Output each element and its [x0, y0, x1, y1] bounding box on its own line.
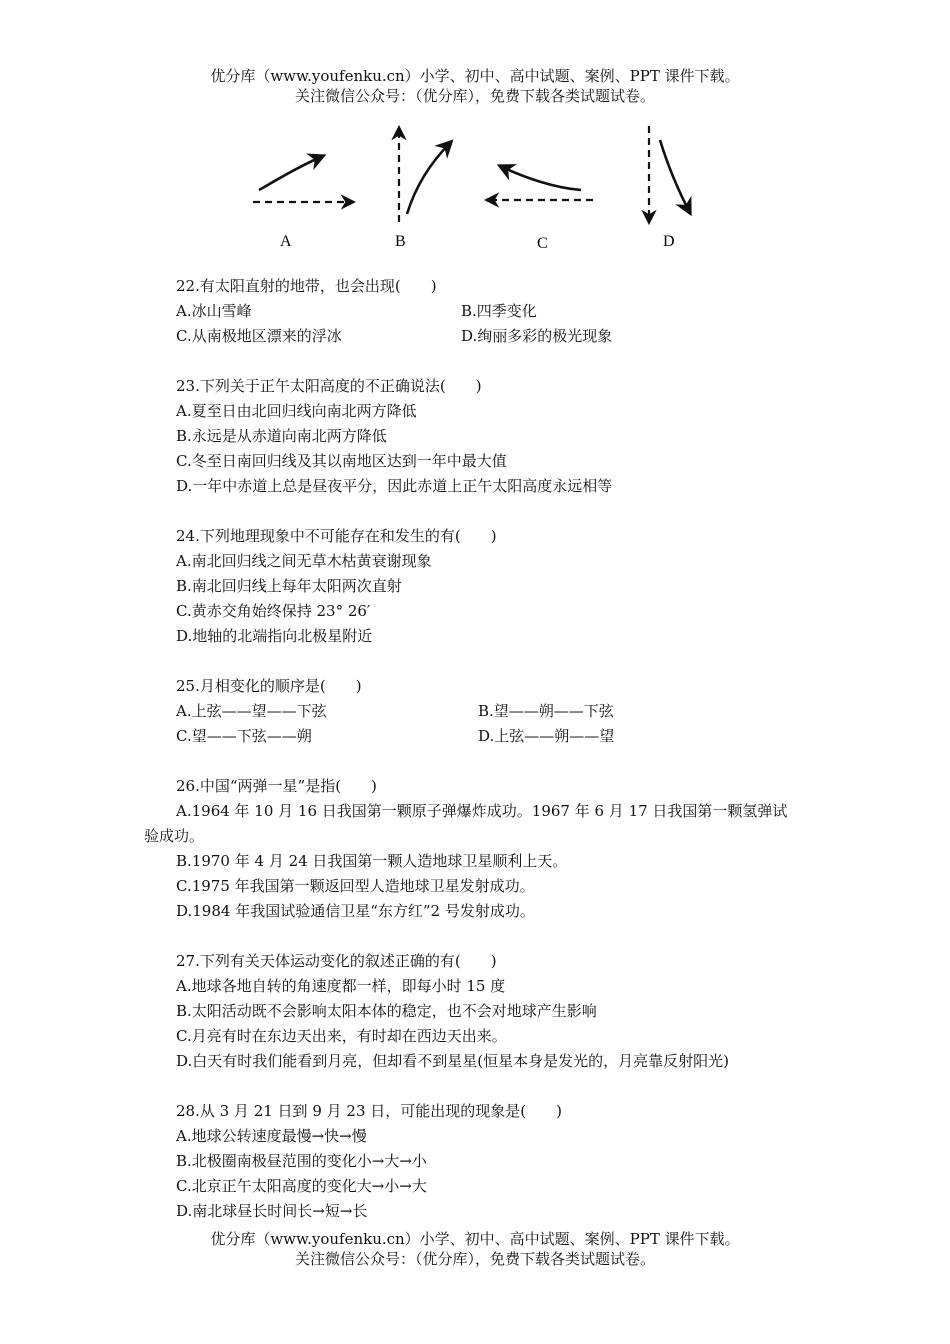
arrow-group-b [395, 128, 451, 250]
question-stem: 28.从 3 月 21 日到 9 月 23 日，可能出现的现象是( ) [176, 1102, 562, 1120]
option-c: C.1975 年我国第一颗返回型人造地球卫星发射成功。 [176, 877, 535, 895]
arrow-group-c [487, 166, 593, 252]
arrow-group-a [253, 156, 353, 250]
page-footer [0, 1229, 950, 1269]
question-26 [144, 774, 836, 924]
option-b: B.四季变化 [461, 302, 537, 320]
question-stem: 26.中国“两弹一星”是指( ) [176, 777, 377, 795]
arrow-c-curved [500, 166, 581, 190]
option-a: A.地球公转速度最慢→快→慢 [176, 1127, 367, 1145]
option-a: A.1964 年 10 月 16 日我国第一颗原子弹爆炸成功。1967 年 6 月 17 日我国第一颗氢弹试 [176, 802, 788, 820]
footer-line-1: 优分库（www.youfenku.cn）小学、初中、高中试题、案例、PPT 课件下载。 [210, 1230, 740, 1248]
option-d: D.1984 年我国试验通信卫星“东方红”2 号发射成功。 [176, 902, 535, 920]
option-d: D.白天有时我们能看到月亮，但却看不到星星(恒星本身是发光的，月亮靠反射阳光) [176, 1052, 729, 1070]
option-d: D.上弦——朔——望 [478, 727, 615, 745]
option-b: B.北极圈南极昼范围的变化小→大→小 [176, 1152, 427, 1170]
option-b: B.太阳活动既不会影响太阳本体的稳定，也不会对地球产生影响 [176, 1002, 597, 1020]
question-25 [176, 674, 836, 749]
option-b: B.永远是从赤道向南北两方降低 [176, 427, 387, 445]
option-a: A.夏至日由北回归线向南北两方降低 [176, 402, 417, 420]
question-27 [176, 949, 836, 1074]
page-header [0, 66, 950, 106]
question-stem: 24.下列地理现象中不可能存在和发生的有( ) [176, 527, 497, 545]
option-d: D.地轴的北端指向北极星附近 [176, 627, 373, 645]
option-b: B.1970 年 4 月 24 日我国第一颗人造地球卫星顺利上天。 [176, 852, 568, 870]
option-c: C.北京正午太阳高度的变化大→小→大 [176, 1177, 427, 1195]
option-c: C.从南极地区漂来的浮冰 [176, 327, 342, 345]
question-22 [176, 274, 836, 349]
question-stem: 23.下列关于正午太阳高度的不正确说法( ) [176, 377, 482, 395]
header-line-1: 优分库（www.youfenku.cn）小学、初中、高中试题、案例、PPT 课件下载。 [210, 67, 740, 85]
label-d: D [663, 233, 675, 250]
option-d: D.一年中赤道上总是昼夜平分，因此赤道上正午太阳高度永远相等 [176, 477, 613, 495]
option-d: D.绚丽多彩的极光现象 [461, 327, 613, 345]
option-c: C.冬至日南回归线及其以南地区达到一年中最大值 [176, 452, 507, 470]
label-a: A [280, 233, 292, 250]
question-stem: 22.有太阳直射的地带，也会出现( ) [176, 277, 437, 295]
option-c: C.望——下弦——朔 [176, 727, 312, 745]
question-24 [176, 524, 836, 649]
option-a: A.冰山雪峰 [176, 302, 252, 320]
option-a: A.地球各地自转的角速度都一样，即每小时 15 度 [176, 977, 506, 995]
option-c: C.黄赤交角始终保持 23° 26′ [176, 602, 371, 620]
header-line-2: 关注微信公众号：（优分库），免费下载各类试题试卷。 [294, 87, 655, 105]
label-c: C [537, 235, 548, 252]
question-stem: 27.下列有关天体运动变化的叙述正确的有( ) [176, 952, 497, 970]
option-a: A.上弦——望——下弦 [176, 702, 327, 720]
question-28 [176, 1099, 836, 1224]
deflection-arrows-diagram [235, 118, 715, 258]
option-d: D.南北球昼长时间长→短→长 [176, 1202, 368, 1220]
option-b: B.望——朔——下弦 [478, 702, 614, 720]
option-b: B.南北回归线上每年太阳两次直射 [176, 577, 402, 595]
label-b: B [395, 233, 406, 250]
arrow-d-curved [660, 140, 690, 213]
option-a-continued: 验成功。 [144, 827, 205, 845]
arrow-b-curved [407, 142, 451, 214]
option-a: A.南北回归线之间无草木枯黄衰谢现象 [176, 552, 432, 570]
question-23 [176, 374, 836, 499]
arrow-a-curved [259, 156, 323, 190]
question-list [144, 274, 836, 1249]
option-c: C.月亮有时在东边天出来，有时却在西边天出来。 [176, 1027, 507, 1045]
arrow-group-d [649, 126, 690, 250]
question-stem: 25.月相变化的顺序是( ) [176, 677, 362, 695]
footer-line-2: 关注微信公众号：（优分库），免费下载各类试题试卷。 [294, 1250, 655, 1268]
